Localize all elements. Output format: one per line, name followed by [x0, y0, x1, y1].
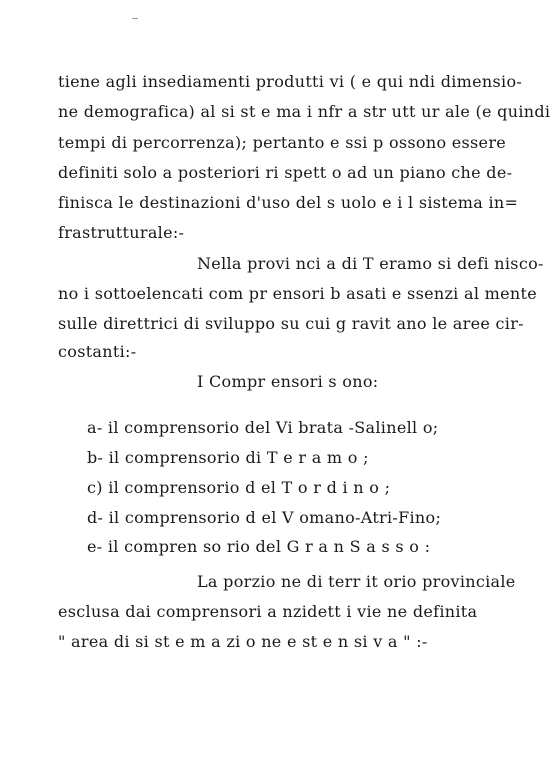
- paragraph-2-line-1: Nella provi nci a di T eramo si defi nisco-: [197, 254, 544, 273]
- paragraph-1-line-3: tempi di percorrenza); pertanto e ssi p ossono essere: [58, 133, 507, 152]
- paragraph-3-line-3: " area di si st e m a zi o ne e st e n si v a " :-: [58, 632, 428, 651]
- list-item-c: c) il comprensorio d el T o r d i n o ;: [87, 478, 391, 497]
- paragraph-1-line-6: frastrutturale:-: [58, 223, 185, 242]
- list-item-a: a- il comprensorio del Vi brata -Salinell o;: [87, 418, 439, 437]
- list-item-e: e- il compren so rio del G r a n S a s s o :: [87, 537, 431, 556]
- paragraph-1-line-4: definiti solo a posteriori ri spett o ad un piano che de-: [58, 163, 513, 182]
- paragraph-2-line-3: sulle direttrici di sviluppo su cui g ravit ano le aree cir-: [58, 314, 524, 333]
- paragraph-1-line-2: ne demografica) al si st e ma i nfr a str utt ur ale (e quindi: [58, 102, 551, 121]
- list-heading: I Compr ensori s ono:: [197, 372, 379, 391]
- paragraph-1-line-1: tiene agli insediamenti produtti vi ( e qui ndi dimensio-: [58, 72, 523, 91]
- list-item-d: d- il comprensorio d el V omano-Atri-Fino;: [87, 508, 442, 527]
- paragraph-3-line-2: esclusa dai comprensori a nzidett i vie ne definita: [58, 602, 478, 621]
- list-item-b: b- il comprensorio di T e r a m o ;: [87, 448, 369, 467]
- paragraph-2-line-2: no i sottoelencati com pr ensori b asati e ssenzi al mente: [58, 284, 537, 303]
- paragraph-2-line-4: costanti:-: [58, 342, 137, 361]
- paragraph-1-line-5: finisca le destinazioni d'uso del s uolo e i l sistema in=: [58, 193, 519, 212]
- scan-speck: [132, 18, 138, 19]
- paragraph-3-line-1: La porzio ne di terr it orio provinciale: [197, 572, 516, 591]
